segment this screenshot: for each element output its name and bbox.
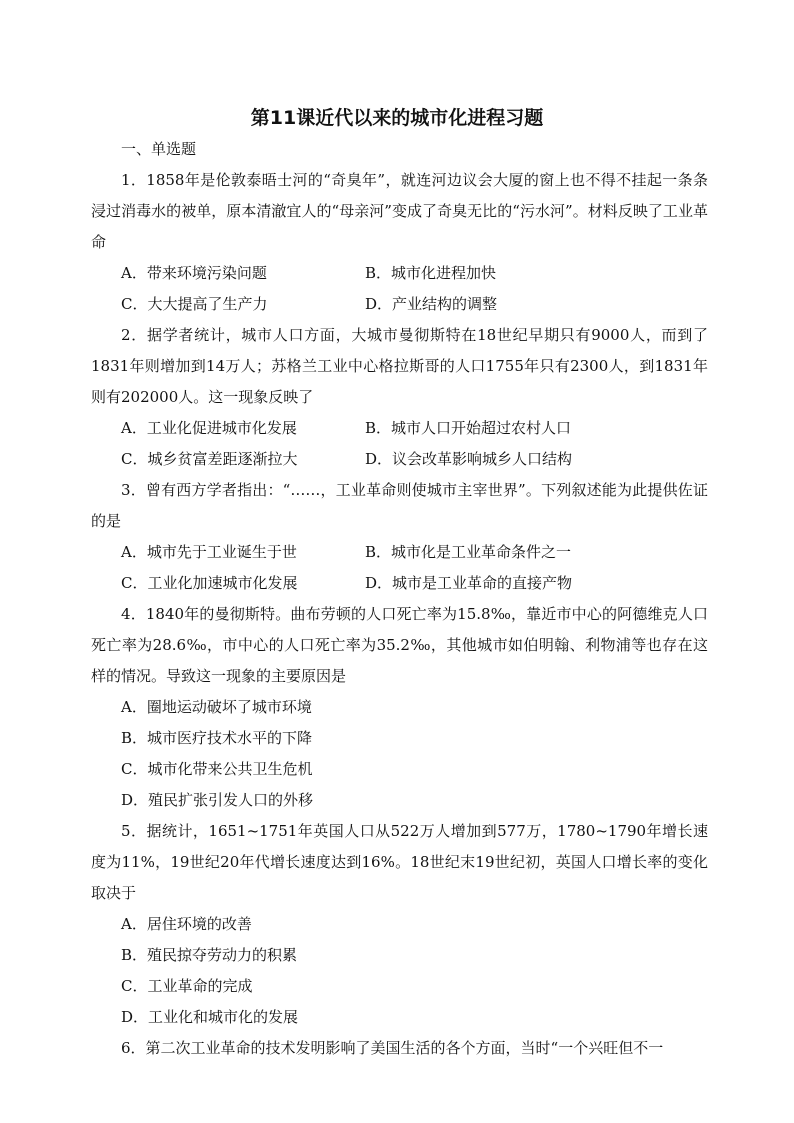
option-d: D．城市是工业革命的直接产物 — [365, 574, 573, 592]
option-c: C．大大提高了生产力 — [121, 295, 268, 313]
section-heading: 一、单选题 — [121, 140, 197, 158]
option-b: B．城市化是工业革命条件之一 — [365, 543, 572, 561]
question-4 — [91, 599, 708, 816]
option-a: A．工业化促进城市化发展 — [121, 419, 297, 437]
option-d: D．议会改革影响城乡人口结构 — [365, 450, 573, 468]
option-d: D．工业化和城市化的发展 — [121, 1008, 299, 1026]
option-c: C．城市化带来公共卫生危机 — [121, 760, 313, 778]
question-stem: 2．据学者统计，城市人口方面，大城市曼彻斯特在18世纪早期只有9000人，而到了1831年则增加到14万人；苏格兰工业中心格拉斯哥的人口1755年只有2300人，到1831年则有202000人。这一现象反映了 — [91, 326, 708, 406]
option-row — [91, 413, 708, 444]
question-stem: 5．据统计，1651~1751年英国人口从522万人增加到577万，1780~1790年增长速度为11%，19世纪20年代增长速度达到16%。18世纪末19世纪初，英国人口增长率的变化取决于 — [91, 822, 708, 902]
document-body — [91, 134, 708, 1064]
option-d: D．殖民扩张引发人口的外移 — [121, 791, 314, 809]
option-b: B．城市人口开始超过农村人口 — [365, 419, 572, 437]
option-row — [91, 258, 708, 289]
question-stem: 6．第二次工业革命的技术发明影响了美国生活的各个方面，当时“一个兴旺但不一 — [121, 1039, 664, 1057]
option-b: B．城市化进程加快 — [365, 264, 497, 282]
option-row — [91, 537, 708, 568]
question-stem: 4．1840年的曼彻斯特。曲布劳顿的人口死亡率为15.8‰，靠近市中心的阿德维克人口死亡率为28.6‰，市中心的人口死亡率为35.2‰，其他城市如伯明翰、利物浦等也存在这样的情况。导致这一现象的主要原因是 — [91, 605, 708, 685]
option-c: C．工业革命的完成 — [121, 977, 253, 995]
question-1 — [91, 165, 708, 320]
option-row — [91, 444, 708, 475]
option-b: B．殖民掠夺劳动力的积累 — [121, 946, 298, 964]
question-stem: 3．曾有西方学者指出：“……，工业革命则使城市主宰世界”。下列叙述能为此提供佐证的是 — [91, 481, 708, 530]
question-5 — [91, 816, 708, 1033]
option-row — [91, 289, 708, 320]
option-a: A．带来环境污染问题 — [121, 264, 267, 282]
question-3 — [91, 475, 708, 599]
option-a: A．圈地运动破坏了城市环境 — [121, 698, 312, 716]
page-title: 第11课近代以来的城市化进程习题 — [250, 107, 544, 129]
option-a: A．城市先于工业诞生于世 — [121, 543, 297, 561]
option-c: C．城乡贫富差距逐渐拉大 — [121, 450, 298, 468]
option-a: A．居住环境的改善 — [121, 915, 252, 933]
option-row — [91, 568, 708, 599]
question-stem: 1．1858年是伦敦泰晤士河的“奇臭年”，就连河边议会大厦的窗上也不得不挂起一条条浸过消毒水的被单，原本清澈宜人的“母亲河”变成了奇臭无比的“污水河”。材料反映了工业革命 — [91, 171, 708, 251]
question-6 — [91, 1033, 708, 1064]
question-2 — [91, 320, 708, 475]
option-d: D．产业结构的调整 — [365, 295, 498, 313]
option-c: C．工业化加速城市化发展 — [121, 574, 298, 592]
option-b: B．城市医疗技术水平的下降 — [121, 729, 313, 747]
